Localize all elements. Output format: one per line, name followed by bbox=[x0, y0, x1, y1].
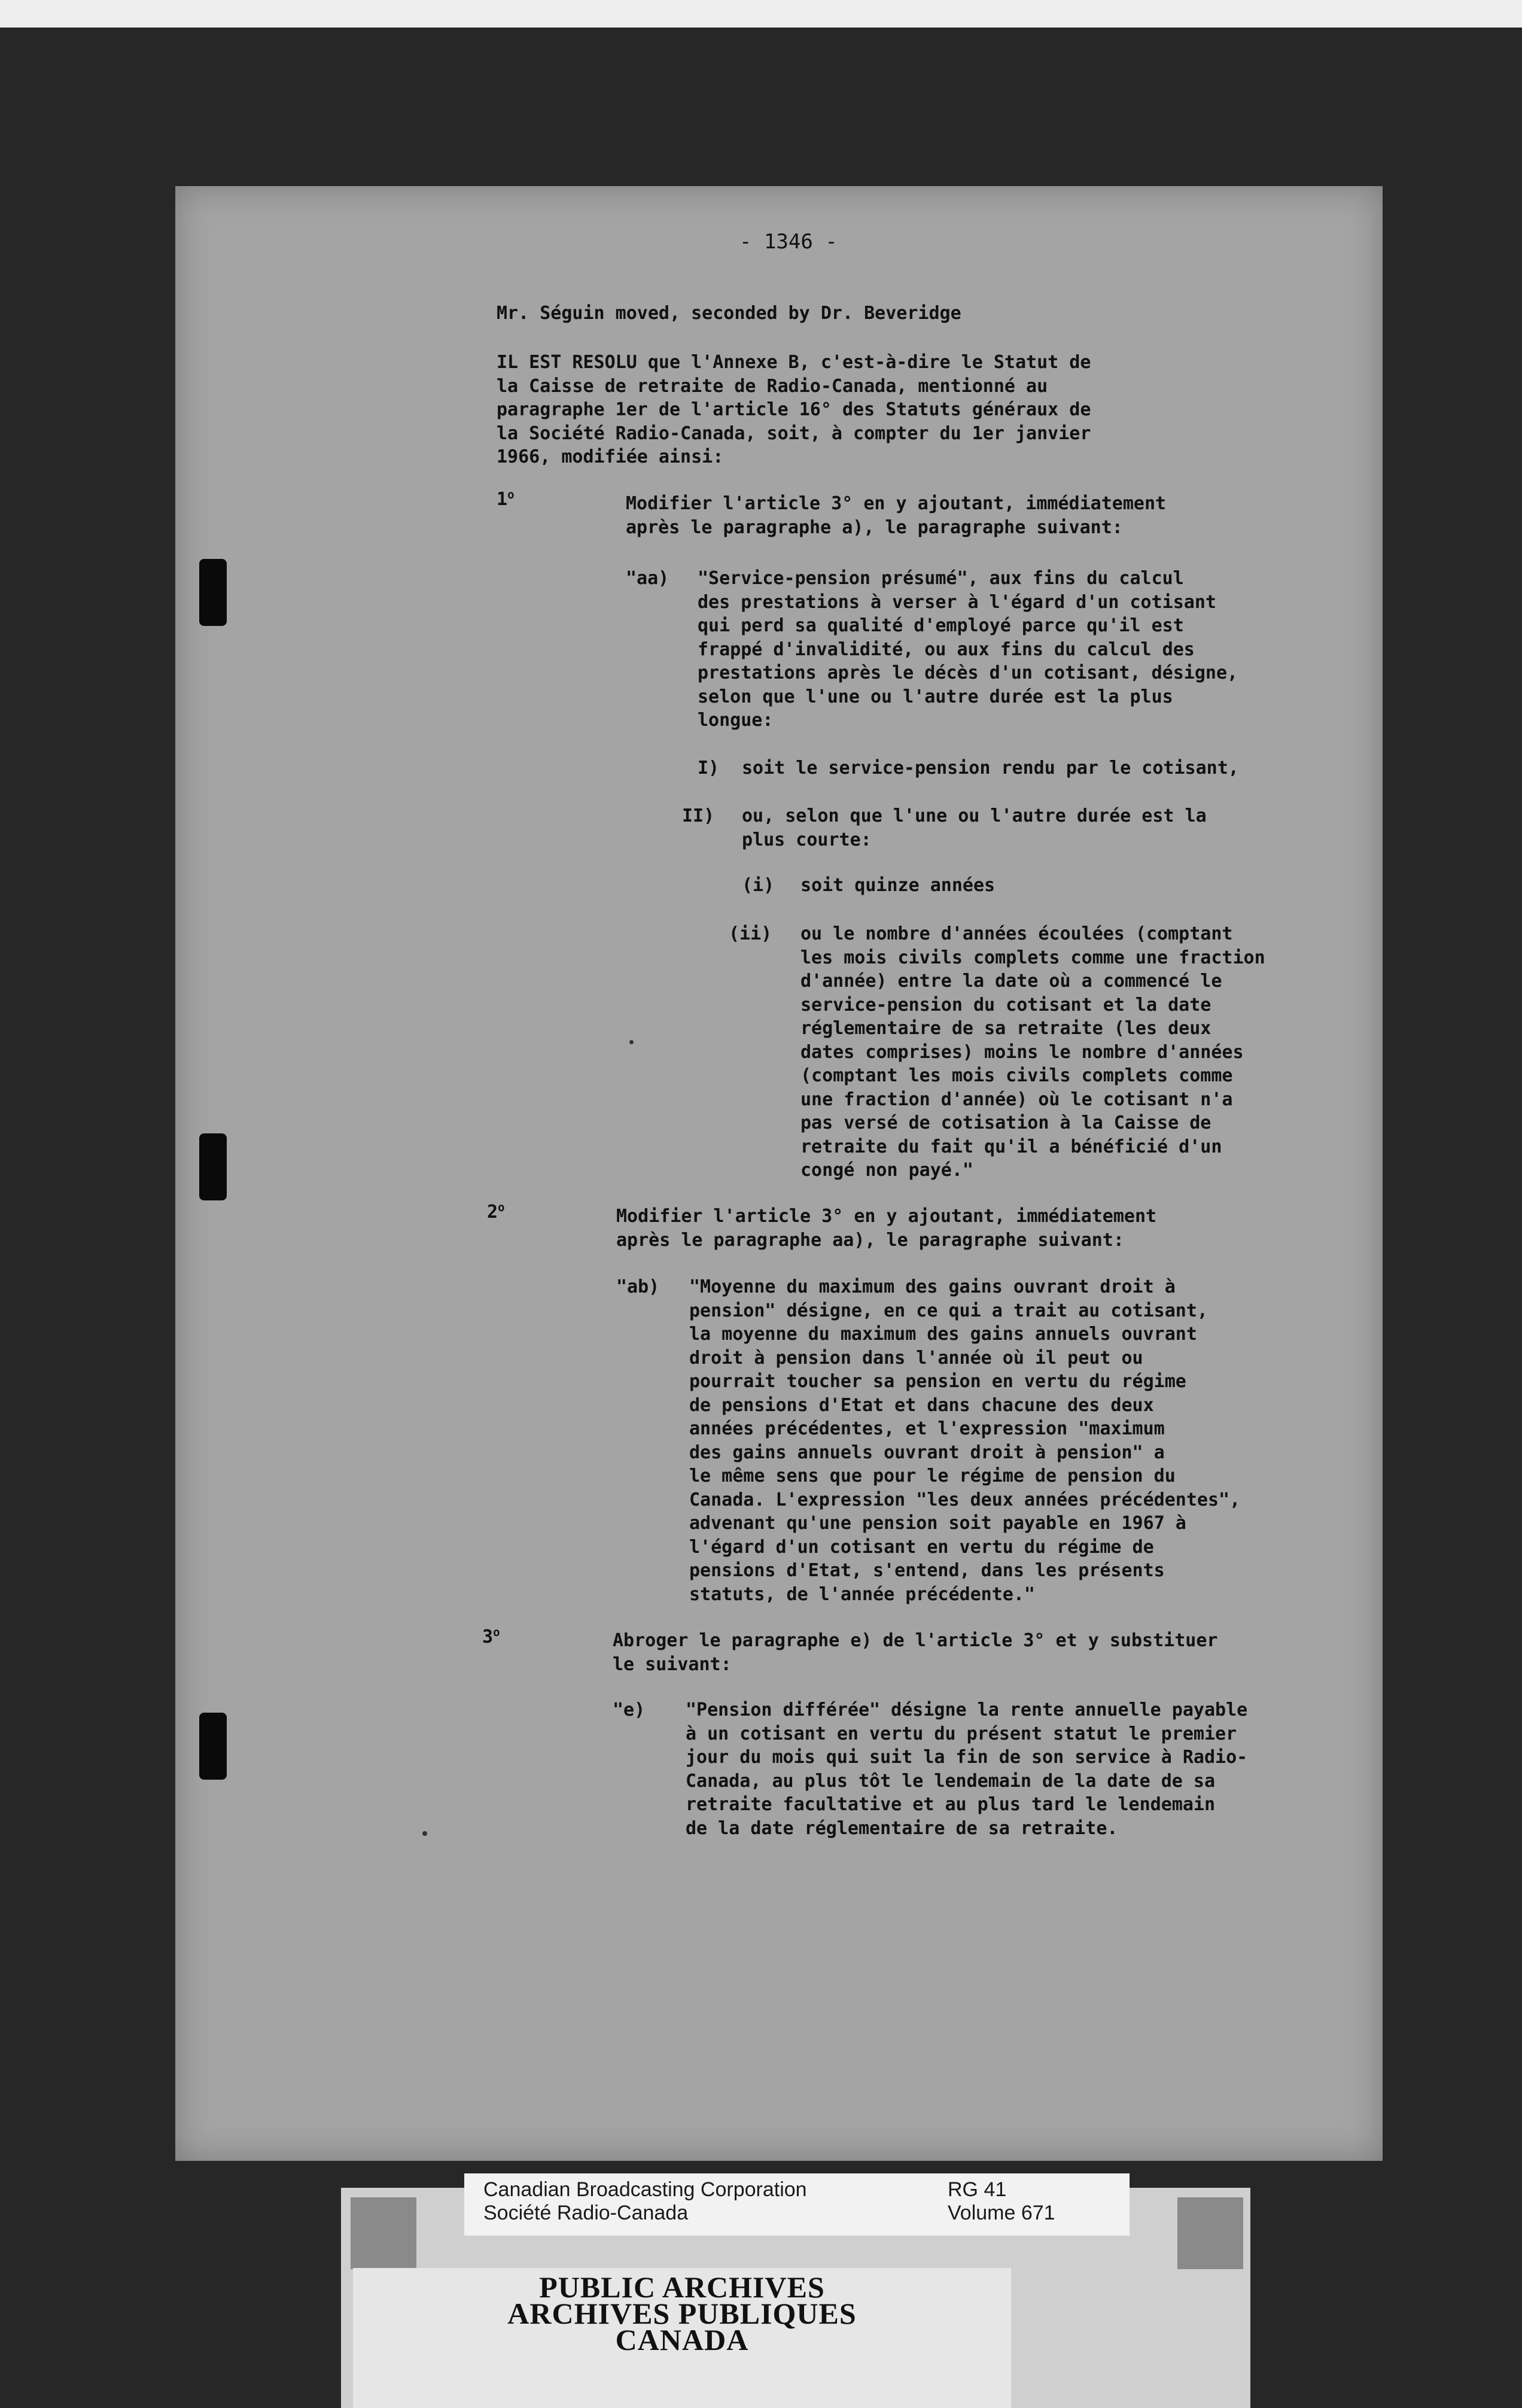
item-number-degree: o bbox=[498, 1201, 505, 1214]
archive-volume: Volume 671 bbox=[948, 2202, 1055, 2224]
text-line: des gains annuels ouvrant droit à pension" a bbox=[689, 1442, 1165, 1463]
text-line: prestations après le décès d'un cotisant, désigne, bbox=[698, 662, 1238, 683]
stamp-edge-mark bbox=[351, 2197, 416, 2269]
text-line: longue: bbox=[698, 710, 774, 731]
paragraph-ab-text bbox=[689, 1275, 1240, 1606]
text-line: paragraphe 1er de l'article 16° des Statuts généraux de bbox=[497, 399, 1091, 420]
text-line: selon que l'une ou l'autre durée est la plus bbox=[698, 686, 1173, 707]
item-number bbox=[497, 488, 515, 512]
text-line: les mois civils complets comme une fraction bbox=[800, 947, 1265, 968]
text-line: droit à pension dans l'année où il peut ou bbox=[689, 1347, 1143, 1369]
text-line: qui perd sa qualité d'employé parce qu'il est bbox=[698, 615, 1184, 636]
archive-org-en: Canadian Broadcasting Corporation bbox=[483, 2178, 807, 2201]
text-line: retraite du fait qu'il a bénéficié d'un bbox=[800, 1136, 1222, 1157]
text-line: la moyenne du maximum des gains annuels ouvrant bbox=[689, 1324, 1197, 1345]
paragraph-aa-text bbox=[698, 567, 1238, 732]
text-line: plus courte: bbox=[742, 829, 872, 850]
text-line: après le paragraphe a), le paragraphe suivant: bbox=[626, 516, 1123, 538]
punch-hole bbox=[199, 559, 227, 626]
sub-label: (ii) bbox=[729, 923, 772, 944]
text-line: l'égard d'un cotisant en vertu du régime de bbox=[689, 1536, 1154, 1558]
text-line: "Moyenne du maximum des gains ouvrant droit à bbox=[689, 1276, 1176, 1297]
film-top-strip bbox=[0, 0, 1522, 28]
paragraph-label: "aa) bbox=[626, 568, 669, 589]
archive-record-group: RG 41 bbox=[948, 2178, 1007, 2201]
text-line: "Service-pension présumé", aux fins du calcul bbox=[698, 568, 1184, 589]
punch-hole bbox=[199, 1713, 227, 1780]
stamp-line-2: ARCHIVES PUBLIQUES bbox=[507, 2297, 857, 2330]
archive-org-fr: Société Radio-Canada bbox=[483, 2202, 689, 2224]
sub-i-text bbox=[800, 874, 995, 898]
text-line: jour du mois qui suit la fin de son service à Radio- bbox=[686, 1747, 1248, 1768]
paragraph-e-text bbox=[686, 1698, 1247, 1840]
text-line: service-pension du cotisant et la date bbox=[800, 994, 1211, 1016]
text-line: la Société Radio-Canada, soit, à compter du 1er janvier bbox=[497, 422, 1091, 444]
mover-line: Mr. Séguin moved, seconded by Dr. Beveridge bbox=[497, 303, 961, 324]
film-speck bbox=[422, 1831, 427, 1836]
text-line: IL EST RESOLU que l'Annexe B, c'est-à-dire le Statut de bbox=[497, 352, 1091, 373]
page-number: - 1346 - bbox=[739, 230, 838, 254]
text-line: dates comprises) moins le nombre d'années bbox=[800, 1041, 1244, 1063]
text-line: réglementaire de sa retraite (les deux bbox=[800, 1018, 1211, 1039]
text-line: ou, selon que l'une ou l'autre durée est la bbox=[742, 805, 1207, 826]
punch-hole bbox=[199, 1133, 227, 1200]
text-line: congé non payé." bbox=[800, 1160, 973, 1181]
text-line: frappé d'invalidité, ou aux fins du calcul des bbox=[698, 639, 1195, 660]
item1-text bbox=[626, 492, 1166, 539]
text-line: retraite facultative et au plus tard le lendemain bbox=[686, 1794, 1216, 1815]
text-line: soit quinze années bbox=[800, 875, 996, 896]
resolution-paragraph bbox=[497, 351, 1091, 469]
text-line: Canada, au plus tôt le lendemain de la date de sa bbox=[686, 1770, 1216, 1792]
text-line: Abroger le paragraphe e) de l'article 3° et y substituer bbox=[613, 1630, 1218, 1651]
paragraph-label: "ab) bbox=[616, 1276, 660, 1297]
paragraph-label: "e) bbox=[613, 1699, 646, 1720]
text-line: pourrait toucher sa pension en vertu du régime bbox=[689, 1371, 1186, 1392]
roman-label: II) bbox=[682, 805, 715, 826]
sub-ii-text bbox=[800, 922, 1265, 1182]
item-number bbox=[482, 1625, 500, 1649]
text-line: des prestations à verser à l'égard d'un cotisant bbox=[698, 591, 1216, 613]
item-number-digit: 2 bbox=[487, 1202, 498, 1223]
text-line: de la date réglementaire de sa retraite. bbox=[686, 1817, 1118, 1839]
roman-I-text bbox=[742, 756, 1239, 780]
roman-II-text bbox=[742, 804, 1207, 852]
film-speck bbox=[629, 1040, 634, 1044]
stamp-line-3: CANADA bbox=[615, 2323, 749, 2357]
text-line: advenant qu'une pension soit payable en 1967 à bbox=[689, 1513, 1186, 1534]
item-number-degree: o bbox=[507, 488, 515, 501]
text-line: pas versé de cotisation à la Caisse de bbox=[800, 1112, 1211, 1133]
text-line: (comptant les mois civils complets comme bbox=[800, 1065, 1233, 1086]
text-line: le même sens que pour le régime de pension du bbox=[689, 1466, 1176, 1486]
item3-text bbox=[613, 1629, 1217, 1676]
text-line: statuts, de l'année précédente." bbox=[689, 1583, 1035, 1605]
text-line: la Caisse de retraite de Radio-Canada, mentionné au bbox=[497, 375, 1048, 397]
item-number-degree: o bbox=[493, 1626, 500, 1639]
text-line: 1966, modifiée ainsi: bbox=[497, 446, 724, 467]
text-line: pensions d'Etat, s'entend, dans les présents bbox=[689, 1560, 1165, 1581]
sub-label: (i) bbox=[742, 875, 775, 896]
item2-text bbox=[616, 1205, 1156, 1252]
text-line: le suivant: bbox=[613, 1653, 732, 1675]
item-number-digit: 3 bbox=[482, 1626, 494, 1647]
text-line: à un cotisant en vertu du présent statut le premier bbox=[686, 1723, 1237, 1744]
text-line: après le paragraphe aa), le paragraphe suivant: bbox=[616, 1229, 1124, 1251]
text-line: ou le nombre d'années écoulées (comptant bbox=[800, 923, 1233, 944]
text-line: années précédentes, et l'expression "maximum bbox=[689, 1418, 1165, 1439]
text-line: Modifier l'article 3° en y ajoutant, immédiatement bbox=[626, 493, 1167, 514]
text-line: pension" désigne, en ce qui a trait au cotisant, bbox=[689, 1300, 1208, 1321]
item-number-digit: 1 bbox=[497, 489, 508, 510]
text-line: "Pension différée" désigne la rente annuelle payable bbox=[686, 1699, 1248, 1720]
text-line: de pensions d'Etat et dans chacune des deux bbox=[689, 1394, 1154, 1416]
text-line: Canada. L'expression "les deux années précédentes", bbox=[689, 1489, 1241, 1510]
stamp-line-1: PUBLIC ARCHIVES bbox=[539, 2270, 825, 2304]
stamp-edge-mark bbox=[1177, 2197, 1243, 2269]
text-line: Modifier l'article 3° en y ajoutant, immédiatement bbox=[616, 1206, 1157, 1227]
text-line: soit le service-pension rendu par le cotisant, bbox=[742, 758, 1239, 779]
text-line: d'année) entre la date où a commencé le bbox=[800, 971, 1222, 992]
roman-label: I) bbox=[698, 758, 720, 779]
text-line: une fraction d'année) où le cotisant n'a bbox=[800, 1089, 1233, 1110]
item-number bbox=[487, 1200, 505, 1224]
